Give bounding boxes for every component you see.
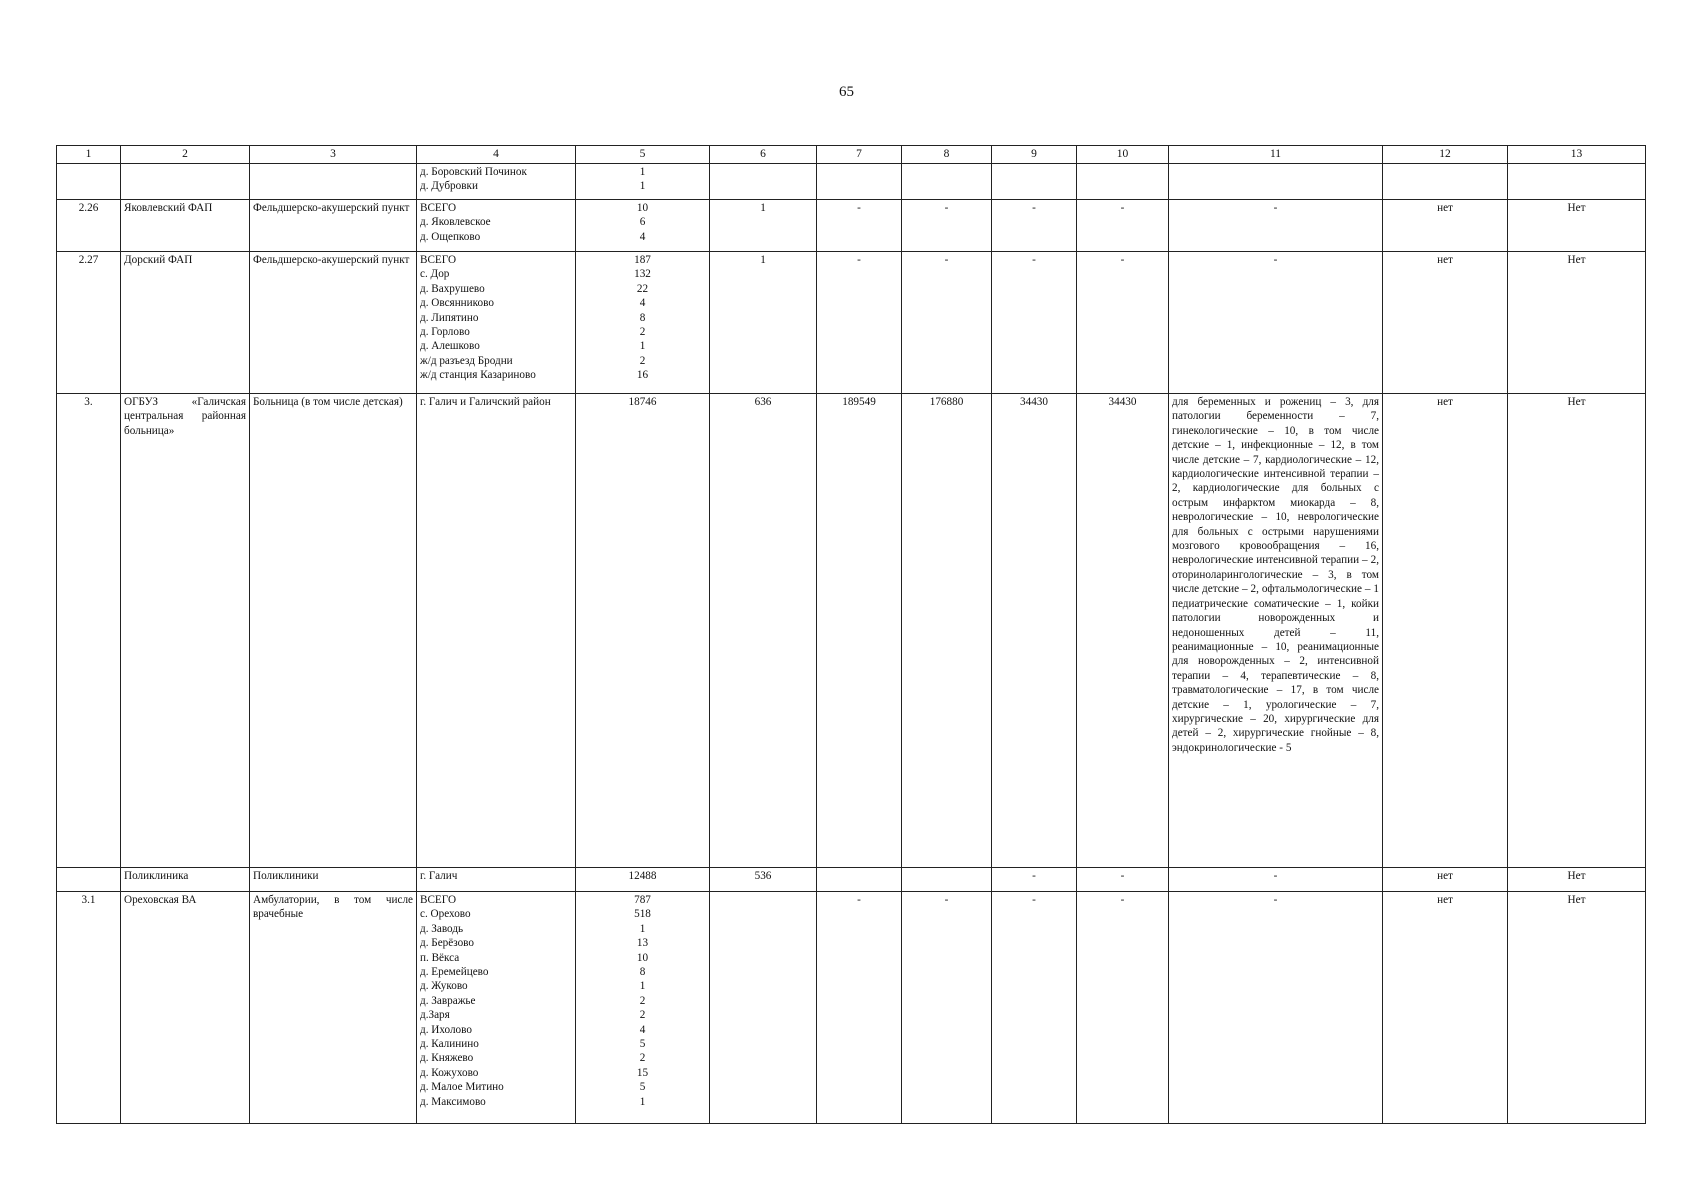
value-cell-c13: Нет	[1508, 868, 1646, 892]
population-cell-line: 5	[639, 1081, 646, 1094]
localities-cell-line: ВСЕГО	[420, 254, 457, 266]
column-header: 6	[710, 146, 817, 164]
column-header: 10	[1077, 146, 1169, 164]
population-cell-line: 4	[639, 297, 646, 310]
value-cell-c9: -	[992, 892, 1077, 1124]
value-cell-c8	[902, 164, 992, 200]
table-row	[57, 892, 1646, 1124]
localities-cell-line: д. Дубровки	[420, 180, 478, 193]
localities-cell-line: д. Ихолово	[420, 1023, 472, 1036]
value-cell-c8: -	[902, 252, 992, 394]
facility-type-cell: Амбулатории, в том числе врачебные	[250, 892, 417, 1124]
population-cell-line: 6	[639, 216, 646, 229]
value-cell-c9	[992, 164, 1077, 200]
value-cell-c7	[817, 164, 902, 200]
population-cell-line: 1	[639, 166, 646, 178]
bed-profile-cell: -	[1169, 200, 1383, 252]
value-cell-c10: -	[1077, 892, 1169, 1124]
bed-profile-cell: для беременных и рожениц – 3, для патологии беременности – 7, гинекологические – 10, в том числе детские – 1, инфекционные – 12, в том числе детские – 7, кардиологические – 12, кардиологические интенсивной терапии – 2, кардиологические для больных с острым инфарктом миокарда – 8, неврологические – 10, неврологические для больных с острыми нарушениями мозгового кровообращения – 16, неврологические интенсивной терапии – 2, оториноларингологические – 3, в том числе детские – 2, офтальмологические – 1 педиатрические соматические – 1, койки патологии новорожденных и недоношенных детей – 11, реанимационные – 10, реанимационные для новорожденных – 2, интенсивной терапии – 4, терапевтические – 8, травматологические – 17, в том числе детские – 1, урологические – 7, хирургические – 20, хирургические для детей – 2, хирургические гнойные – 8, эндокринологические - 5	[1169, 394, 1383, 868]
row-number-cell: 2.27	[57, 252, 121, 394]
localities-cell-line: д. Максимово	[420, 1095, 486, 1108]
column-header: 7	[817, 146, 902, 164]
column-header: 11	[1169, 146, 1383, 164]
value-cell-c10: -	[1077, 252, 1169, 394]
population-cell-line: 15	[636, 1066, 649, 1079]
facility-name-cell	[121, 164, 250, 200]
value-cell-c6: 636	[710, 394, 817, 868]
value-cell-c12: нет	[1383, 394, 1508, 868]
value-cell-c6: 536	[710, 868, 817, 892]
column-header: 4	[417, 146, 576, 164]
value-cell-c13: Нет	[1508, 200, 1646, 252]
localities-cell	[417, 252, 576, 394]
value-cell-c12: нет	[1383, 868, 1508, 892]
value-cell-c13	[1508, 164, 1646, 200]
localities-cell-line: д. Яковлевское	[420, 216, 491, 229]
bed-profile-cell	[1169, 164, 1383, 200]
localities-cell-line: с. Дор	[420, 268, 450, 281]
column-header: 13	[1508, 146, 1646, 164]
row-number-cell	[57, 868, 121, 892]
localities-cell	[417, 892, 576, 1124]
population-cell-line: 10	[636, 202, 649, 214]
bed-profile-cell: -	[1169, 892, 1383, 1124]
localities-cell-line: д. Вахрушево	[420, 282, 485, 295]
population-cell-line: 1	[639, 180, 646, 193]
localities-cell-line: ж/д станция Казариново	[420, 369, 536, 382]
value-cell-c7	[817, 868, 902, 892]
localities-cell	[417, 868, 576, 892]
value-cell-c7: -	[817, 252, 902, 394]
table-row	[57, 252, 1646, 394]
value-cell-c8: -	[902, 892, 992, 1124]
facility-type-cell	[250, 164, 417, 200]
value-cell-c6	[710, 164, 817, 200]
facility-name-cell: Поликлиника	[121, 868, 250, 892]
value-cell-c10: 34430	[1077, 394, 1169, 868]
localities-cell-line: ж/д разъезд Бродни	[420, 354, 513, 367]
value-cell-c6: 1	[710, 200, 817, 252]
value-cell-c12	[1383, 164, 1508, 200]
table-row	[57, 868, 1646, 892]
population-cell-line: 2	[639, 994, 646, 1007]
value-cell-c7: 189549	[817, 394, 902, 868]
population-cell-line: 187	[634, 254, 651, 266]
value-cell-c10: -	[1077, 868, 1169, 892]
facility-name-cell: Дорский ФАП	[121, 252, 250, 394]
population-cell-line: 4	[639, 230, 646, 243]
population-cell	[576, 868, 710, 892]
localities-cell-line: д. Еремейцево	[420, 966, 489, 979]
page-number: 65	[839, 84, 854, 100]
value-cell-c8: 176880	[902, 394, 992, 868]
value-cell-c8	[902, 868, 992, 892]
localities-cell-line: д. Овсянниково	[420, 297, 494, 310]
facility-name-cell: ОГБУЗ «Галичская центральная районная больница»	[121, 394, 250, 868]
column-header: 3	[250, 146, 417, 164]
table-row	[57, 394, 1646, 868]
population-cell-line: 8	[639, 311, 646, 324]
population-cell-line: 5	[639, 1038, 646, 1051]
population-cell	[576, 394, 710, 868]
population-cell-line: 1	[639, 922, 646, 935]
localities-cell-line: г. Галич	[420, 870, 458, 882]
column-header: 9	[992, 146, 1077, 164]
localities-cell-line: ВСЕГО	[420, 894, 457, 906]
population-cell	[576, 200, 710, 252]
localities-cell	[417, 200, 576, 252]
value-cell-c13: Нет	[1508, 892, 1646, 1124]
population-cell-line: 2	[639, 326, 646, 339]
table-row	[57, 200, 1646, 252]
column-header: 12	[1383, 146, 1508, 164]
column-header: 8	[902, 146, 992, 164]
population-cell-line: 4	[639, 1023, 646, 1036]
value-cell-c10: -	[1077, 200, 1169, 252]
localities-cell-line: д. Ощепково	[420, 230, 481, 243]
population-cell-line: 518	[634, 908, 651, 921]
facilities-table	[56, 145, 1646, 1124]
localities-cell-line: д. Завражье	[420, 994, 476, 1007]
population-cell	[576, 252, 710, 394]
population-cell-line: 18746	[628, 396, 657, 408]
population-cell-line: 22	[636, 282, 649, 295]
value-cell-c9: 34430	[992, 394, 1077, 868]
population-cell-line: 1	[639, 980, 646, 993]
value-cell-c9: -	[992, 868, 1077, 892]
value-cell-c12: нет	[1383, 252, 1508, 394]
header-row	[57, 146, 1646, 164]
column-header: 1	[57, 146, 121, 164]
localities-cell-line: д. Горлово	[420, 326, 470, 339]
row-number-cell: 3.1	[57, 892, 121, 1124]
value-cell-c8: -	[902, 200, 992, 252]
value-cell-c9: -	[992, 252, 1077, 394]
population-cell-line: 2	[639, 354, 646, 367]
value-cell-c10	[1077, 164, 1169, 200]
localities-cell-line: д. Княжево	[420, 1052, 474, 1065]
table-row	[57, 164, 1646, 200]
population-cell-line: 10	[636, 951, 649, 964]
localities-cell-line: д. Липятино	[420, 311, 479, 324]
row-number-cell: 2.26	[57, 200, 121, 252]
facility-type-cell: Больница (в том числе детская)	[250, 394, 417, 868]
population-cell-line: 8	[639, 966, 646, 979]
population-cell-line: 1	[639, 1095, 646, 1108]
localities-cell-line: ВСЕГО	[420, 202, 457, 214]
localities-cell-line: п. Вёкса	[420, 951, 460, 964]
localities-cell-line: д. Малое Митино	[420, 1081, 504, 1094]
value-cell-c13: Нет	[1508, 394, 1646, 868]
bed-profile-cell: -	[1169, 252, 1383, 394]
population-cell-line: 13	[636, 937, 649, 950]
value-cell-c7: -	[817, 200, 902, 252]
localities-cell-line: д. Боровский Починок	[420, 166, 527, 178]
population-cell-line: 12488	[628, 870, 657, 882]
population-cell	[576, 164, 710, 200]
localities-cell	[417, 394, 576, 868]
row-number-cell: 3.	[57, 394, 121, 868]
localities-cell-line: д. Алешково	[420, 340, 480, 353]
column-header: 2	[121, 146, 250, 164]
facility-type-cell: Поликлиники	[250, 868, 417, 892]
population-cell	[576, 892, 710, 1124]
localities-cell-line: с. Орехово	[420, 908, 471, 921]
localities-cell-line: д. Заводь	[420, 922, 464, 935]
value-cell-c6: 1	[710, 252, 817, 394]
facility-type-cell: Фельдшерско-акушерский пункт	[250, 252, 417, 394]
value-cell-c12: нет	[1383, 892, 1508, 1124]
population-cell-line: 787	[634, 894, 651, 906]
value-cell-c6	[710, 892, 817, 1124]
localities-cell-line: г. Галич и Галичский район	[420, 396, 551, 408]
localities-cell	[417, 164, 576, 200]
facility-name-cell: Ореховская ВА	[121, 892, 250, 1124]
row-number-cell	[57, 164, 121, 200]
population-cell-line: 16	[636, 369, 649, 382]
facility-type-cell: Фельдшерско-акушерский пункт	[250, 200, 417, 252]
value-cell-c9: -	[992, 200, 1077, 252]
population-cell-line: 2	[639, 1009, 646, 1022]
localities-cell-line: д. Жуково	[420, 980, 468, 993]
value-cell-c7: -	[817, 892, 902, 1124]
bed-profile-cell: -	[1169, 868, 1383, 892]
value-cell-c12: нет	[1383, 200, 1508, 252]
population-cell-line: 1	[639, 340, 646, 353]
facility-name-cell: Яковлевский ФАП	[121, 200, 250, 252]
localities-cell-line: д. Кожухово	[420, 1066, 479, 1079]
column-header: 5	[576, 146, 710, 164]
population-cell-line: 132	[634, 268, 651, 281]
localities-cell-line: д. Калинино	[420, 1038, 479, 1051]
localities-cell-line: д. Берёзово	[420, 937, 474, 950]
value-cell-c13: Нет	[1508, 252, 1646, 394]
localities-cell-line: д.Заря	[420, 1009, 450, 1022]
population-cell-line: 2	[639, 1052, 646, 1065]
